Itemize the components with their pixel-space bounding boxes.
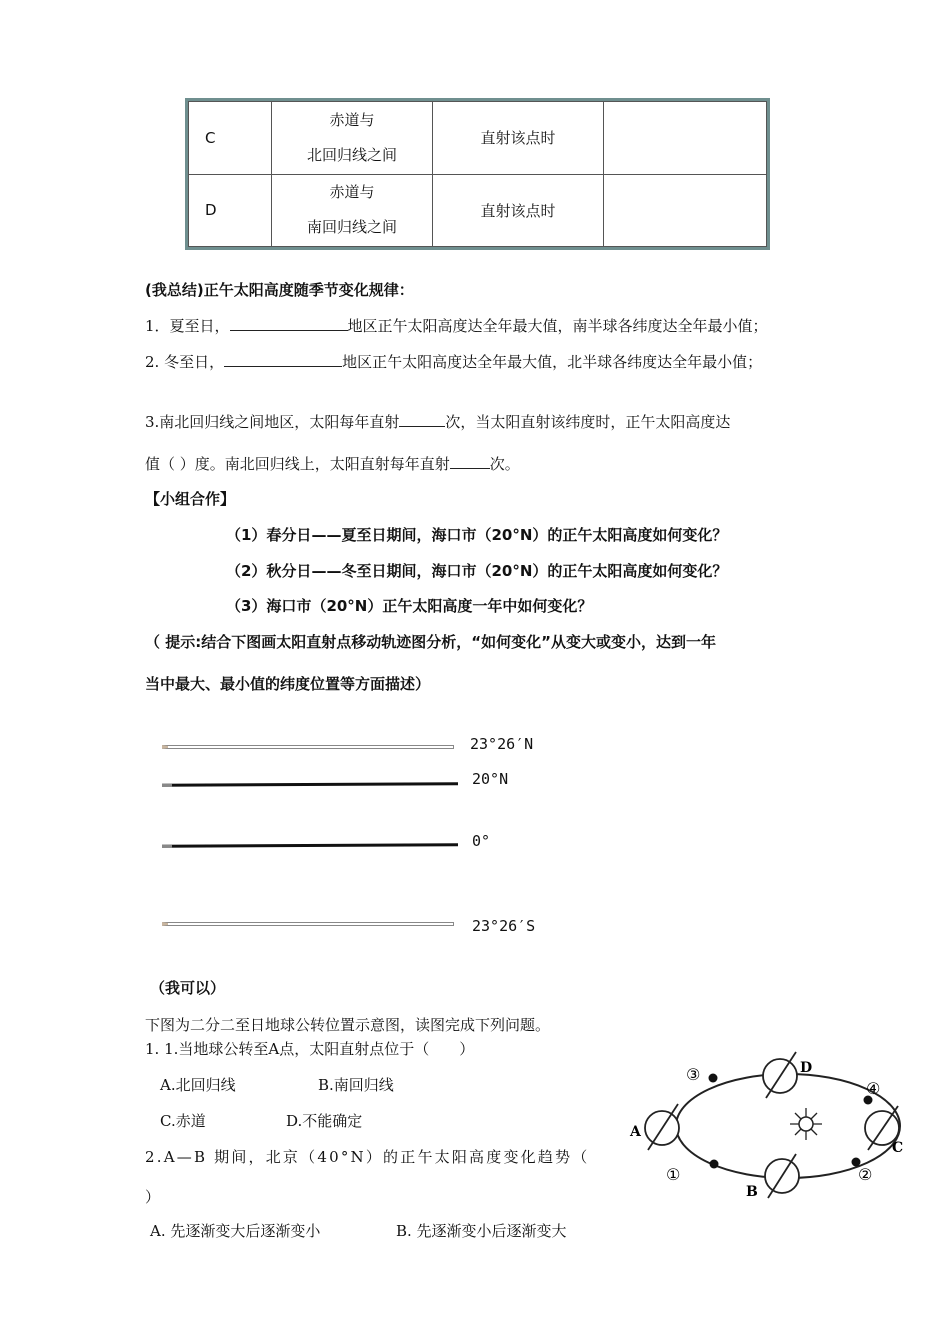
summary-item-1 (145, 315, 768, 336)
group-hint-line1: （ 提示:结合下图画太阳直射点移动轨迹图分析，“如何变化”从变大或变小，达到一年 (145, 633, 716, 651)
practice-heading: （我可以） (150, 979, 226, 997)
q1-option-a[interactable]: A.北回归线 (160, 1076, 236, 1094)
summary-item-2 (145, 351, 762, 372)
orbit-dot-3 (709, 1074, 718, 1083)
table-row (189, 102, 767, 175)
group-question-2: （2）秋分日——冬至日期间，海口市（20°N）的正午太阳高度如何变化？ (226, 562, 728, 580)
tropic-south-label: 23°26′S (472, 917, 536, 935)
practice-question-2-line2: ） (145, 1188, 161, 1206)
summary-item-2-prefix: 2. 冬至日， (145, 353, 225, 371)
answer-blank[interactable] (399, 412, 445, 427)
orbit-dot-1 (710, 1160, 719, 1169)
orbit-label-c: C (892, 1140, 904, 1156)
orbit-label-d: D (800, 1060, 813, 1076)
orbit-label-a: A (630, 1124, 641, 1140)
row-id: D (189, 174, 272, 247)
q1-option-c[interactable]: C.赤道 (160, 1112, 206, 1130)
row-position (272, 174, 433, 247)
earth-d-icon (763, 1052, 797, 1098)
orbit-diagram (620, 1050, 920, 1210)
summary-item-3-line1 (145, 411, 730, 432)
row-answer-cell[interactable] (604, 174, 767, 247)
row-position-line2: 北回归线之间 (306, 145, 397, 164)
orbit-label-b: B (746, 1184, 758, 1200)
row-id: C (189, 102, 272, 175)
q2-option-b[interactable]: B. 先逐渐变小后逐渐变大 (396, 1222, 567, 1240)
practice-question-2-line1: 2.A—B 期间，北京（40°N）的正午太阳高度变化趋势（ (145, 1148, 590, 1166)
row-position-line1: 赤道与 (329, 183, 375, 202)
row-position-line2: 南回归线之间 (306, 218, 397, 237)
summary-item-3-c: 值（ ）度。南北回归线上，太阳直射每年直射 (145, 455, 450, 473)
summary-item-3-a: 3.南北回归线之间地区，太阳每年直射 (145, 413, 400, 431)
q2-option-a[interactable]: A. 先逐渐变大后逐渐变小 (150, 1222, 321, 1240)
row-answer-cell[interactable] (604, 102, 767, 175)
orbit-marker-2: ② (858, 1165, 873, 1184)
equator-line (162, 843, 458, 848)
earth-b-icon (765, 1154, 799, 1198)
summary-item-3-b: 次，当太阳直射该纬度时，正午太阳高度达 (445, 413, 731, 431)
equator-label: 0° (472, 832, 491, 850)
row-position-line1: 赤道与 (329, 110, 375, 129)
group-question-1: （1）春分日——夏至日期间，海口市（20°N）的正午太阳高度如何变化？ (226, 526, 728, 544)
q1-option-d[interactable]: D.不能确定 (286, 1112, 363, 1130)
tropic-south-line (162, 922, 454, 926)
group-hint-line2: 当中最大、最小值的纬度位置等方面描述） (145, 675, 431, 693)
summary-item-2-suffix: 地区正午太阳高度达全年最大值，北半球各纬度达全年最小值； (342, 353, 763, 371)
practice-intro: 下图为二分二至日地球公转位置示意图，读图完成下列问题。 (145, 1016, 551, 1034)
row-position (272, 102, 433, 175)
table-row (189, 174, 767, 247)
summary-item-3-line2 (145, 453, 520, 474)
row-time: 直射该点时 (433, 174, 604, 247)
orbit-marker-3: ③ (686, 1065, 701, 1084)
position-table (185, 98, 770, 250)
tropic-north-label: 23°26′N (470, 735, 534, 753)
group-question-3: （3）海口市（20°N）正午太阳高度一年中如何变化？ (226, 597, 593, 615)
answer-blank[interactable] (450, 454, 490, 469)
orbit-marker-4: ④ (866, 1079, 881, 1098)
answer-blank[interactable] (224, 352, 342, 367)
earth-a-icon (645, 1104, 679, 1150)
latitude-20n-label: 20°N (472, 770, 509, 788)
row-time: 直射该点时 (433, 102, 604, 175)
group-heading: 【小组合作】 (145, 490, 236, 508)
summary-item-1-prefix: 1．夏至日， (145, 317, 230, 335)
latitude-20n-line (162, 782, 458, 787)
summary-item-1-suffix: 地区正午太阳高度达全年最大值，南半球各纬度达全年最小值； (347, 317, 768, 335)
orbit-marker-1: ① (666, 1165, 681, 1184)
answer-blank[interactable] (230, 316, 348, 331)
tropic-north-line (162, 745, 454, 749)
q1-option-b[interactable]: B.南回归线 (318, 1076, 394, 1094)
summary-heading: (我总结)正午太阳高度随季节变化规律： (145, 281, 414, 299)
practice-question-1: 1. 1.当地球公转至A点，太阳直射点位于（ ） (145, 1040, 475, 1058)
sun-icon (790, 1108, 822, 1140)
summary-item-3-d: 次。 (489, 455, 520, 473)
